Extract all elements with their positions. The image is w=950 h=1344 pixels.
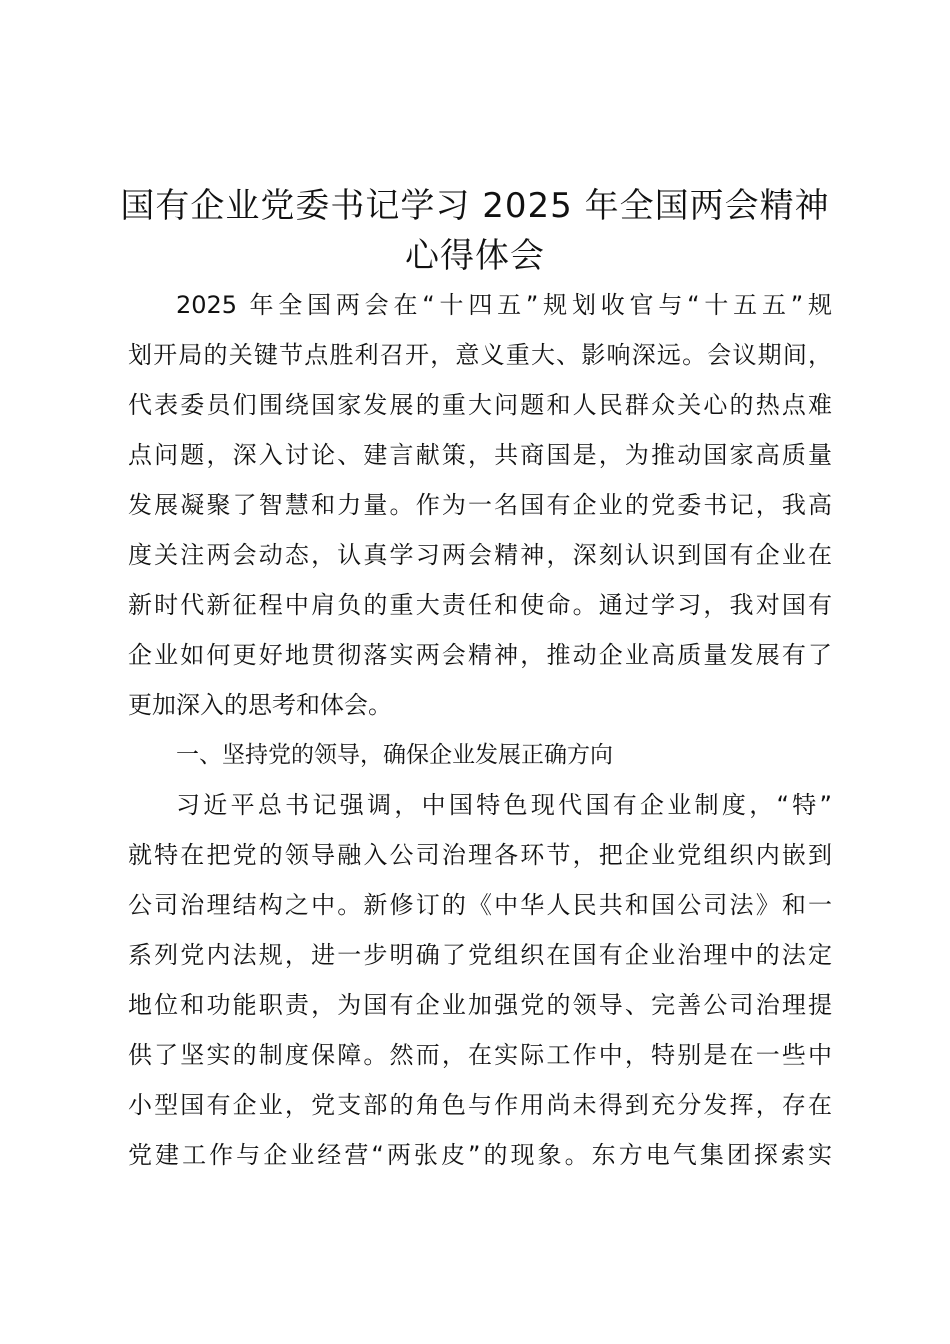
paragraph-1-line-9: 更加深入的思考和体会。 (128, 691, 392, 719)
paragraph-1-line-4: 点问题，深入讨论、建言献策，共商国是，为推动国家高质量 (128, 441, 832, 469)
paragraph-1-line-2: 划开局的关键节点胜利召开，意义重大、影响深远。会议期间， (128, 341, 832, 369)
paragraph-2-line-7: 小型国有企业，党支部的角色与作用尚未得到充分发挥，存在 (128, 1091, 832, 1119)
paragraph-1-line-5: 发展凝聚了智慧和力量。作为一名国有企业的党委书记，我高 (128, 491, 832, 519)
paragraph-2-line-4: 系列党内法规，进一步明确了党组织在国有企业治理中的法定 (128, 941, 832, 969)
paragraph-2-line-5: 地位和功能职责，为国有企业加强党的领导、完善公司治理提 (128, 991, 832, 1019)
paragraph-1-line-3: 代表委员们围绕国家发展的重大问题和人民群众关心的热点难 (128, 391, 832, 419)
paragraph-2-line-1: 习近平总书记强调，中国特色现代国有企业制度，“特” (176, 791, 832, 819)
section-1-heading: 一、坚持党的领导，确保企业发展正确方向 (176, 742, 613, 768)
paragraph-1-line-1: 2025 年全国两会在“十四五”规划收官与“十五五”规 (176, 291, 832, 319)
document-title-line-1: 国有企业党委书记学习 2025 年全国两会精神 (120, 186, 830, 226)
document-title-line-2: 心得体会 (405, 236, 545, 276)
paragraph-1-line-6: 度关注两会动态，认真学习两会精神，深刻认识到国有企业在 (128, 541, 832, 569)
paragraph-2-line-6: 供了坚实的制度保障。然而，在实际工作中，特别是在一些中 (128, 1041, 832, 1069)
paragraph-2-line-8: 党建工作与企业经营“两张皮”的现象。东方电气集团探索实 (128, 1141, 832, 1169)
paragraph-2-line-2: 就特在把党的领导融入公司治理各环节，把企业党组织内嵌到 (128, 841, 832, 869)
paragraph-1-line-8: 企业如何更好地贯彻落实两会精神，推动企业高质量发展有了 (128, 641, 832, 669)
paragraph-2-line-3: 公司治理结构之中。新修订的《中华人民共和国公司法》和一 (128, 891, 832, 919)
paragraph-1-line-7: 新时代新征程中肩负的重大责任和使命。通过学习，我对国有 (128, 591, 832, 619)
